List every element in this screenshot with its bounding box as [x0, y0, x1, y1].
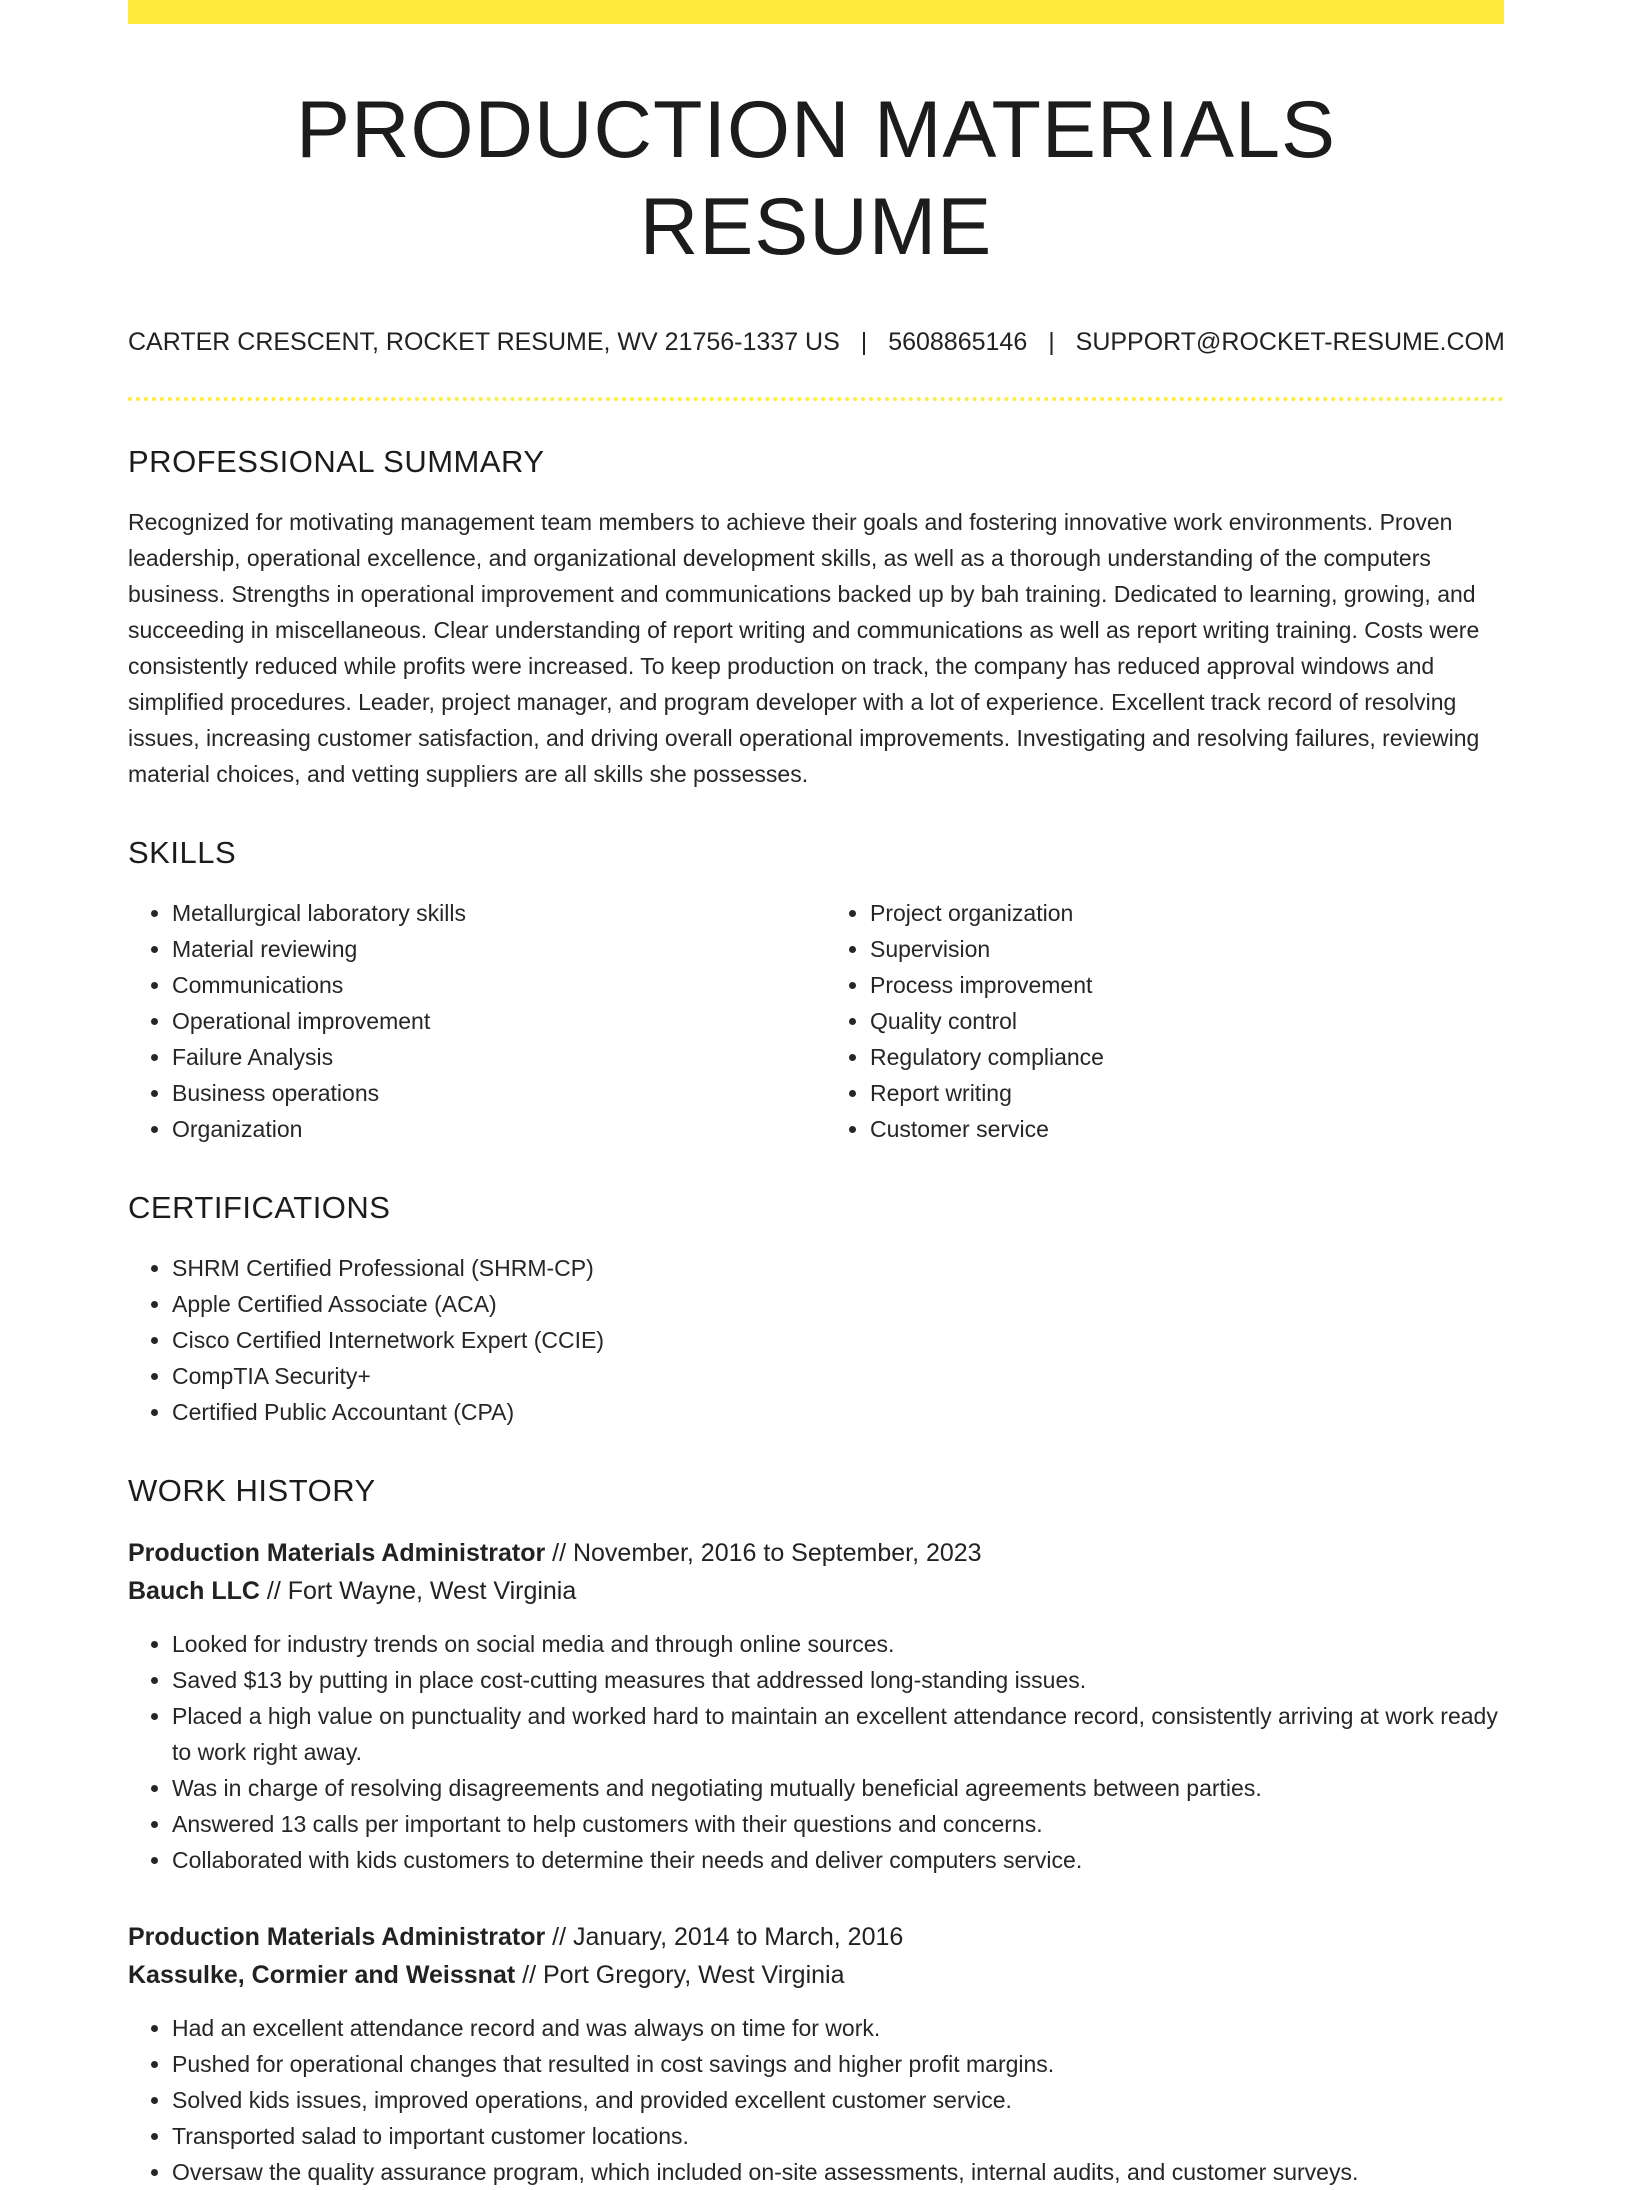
job-title: Production Materials Administrator — [128, 1922, 546, 1951]
job-bullet: • Solved kids issues, improved operations, and provided excellent customer service. — [172, 2082, 1504, 2118]
job-dates: // November, 2016 to September, 2023 — [552, 1538, 982, 1567]
skill-item: • Regulatory compliance — [870, 1039, 1504, 1075]
resume-title: PRODUCTION MATERIALS RESUME — [295, 85, 1337, 273]
contact-separator: | — [860, 328, 868, 357]
job-location: // Port Gregory, West Virginia — [522, 1960, 845, 1989]
resume-page — [128, 0, 1504, 2190]
job-company-line — [128, 1956, 1504, 1994]
contact-email: SUPPORT@ROCKET-RESUME.COM — [1075, 328, 1505, 357]
certification-item: • Certified Public Accountant (CPA) — [172, 1394, 1504, 1430]
job-bullet: • Looked for industry trends on social media and through online sources. — [172, 1626, 1504, 1662]
job-bullet: • Had an excellent attendance record and was always on time for work. — [172, 2010, 1504, 2046]
job-company: Kassulke, Cormier and Weissnat — [128, 1960, 516, 1989]
job-location: // Fort Wayne, West Virginia — [266, 1576, 577, 1605]
job-title-line — [128, 1534, 1504, 1572]
skill-item: • Operational improvement — [172, 1003, 816, 1039]
header-divider — [128, 397, 1504, 401]
skill-item: • Report writing — [870, 1075, 1504, 1111]
skill-item: • Supervision — [870, 931, 1504, 967]
skill-item: • Metallurgical laboratory skills — [172, 895, 816, 931]
skill-item: • Process improvement — [870, 967, 1504, 1003]
skills-grid — [128, 895, 1504, 1147]
contact-separator: | — [1048, 328, 1055, 357]
skill-item: • Business operations — [172, 1075, 816, 1111]
contact-line — [128, 326, 1504, 359]
skills-list-left — [128, 895, 816, 1147]
job-title-line — [128, 1918, 1504, 1956]
job-bullet: • Collaborated with kids customers to determine their needs and deliver computers service. — [172, 1842, 1504, 1878]
skill-item: • Quality control — [870, 1003, 1504, 1039]
skills-heading: SKILLS — [128, 835, 237, 871]
skill-item: • Customer service — [870, 1111, 1504, 1147]
job-entry — [128, 1918, 1504, 2190]
certification-item: • SHRM Certified Professional (SHRM-CP) — [172, 1250, 1504, 1286]
job-company-line — [128, 1572, 1504, 1610]
job-bullet: • Oversaw the quality assurance program, which included on-site assessments, internal audits, and customer surveys. — [172, 2154, 1504, 2190]
job-bullet: • Transported salad to important customer locations. — [172, 2118, 1504, 2154]
job-bullet: • Saved $13 by putting in place cost-cutting measures that addressed long-standing issues. — [172, 1662, 1504, 1698]
contact-phone: 5608865146 — [888, 328, 1028, 357]
summary-heading: PROFESSIONAL SUMMARY — [128, 443, 545, 479]
certification-item: • Cisco Certified Internetwork Expert (CCIE) — [172, 1322, 1504, 1358]
job-bullets — [128, 2010, 1504, 2190]
contact-address: CARTER CRESCENT, ROCKET RESUME, WV 21756-1337 US — [128, 328, 840, 357]
job-entry — [128, 1534, 1504, 1878]
job-bullet: • Pushed for operational changes that resulted in cost savings and higher profit margins. — [172, 2046, 1504, 2082]
skill-item: • Communications — [172, 967, 816, 1003]
skill-item: • Failure Analysis — [172, 1039, 816, 1075]
skills-list-right — [816, 895, 1504, 1147]
certification-item: • CompTIA Security+ — [172, 1358, 1504, 1394]
skill-item: • Material reviewing — [172, 931, 816, 967]
job-title: Production Materials Administrator — [128, 1538, 546, 1567]
certification-item: • Apple Certified Associate (ACA) — [172, 1286, 1504, 1322]
summary-text: Recognized for motivating management team members to achieve their goals and fostering innovative work environments. Proven leadership, operational excellence, and organizational development skills, as well as a thorough understanding of the computers business. Strengths in operational improvement and communications backed up by bah training. Dedicated to learning, growing, and succeeding in miscellaneous. Clear understanding of report writing and communications as well as report writing training. Costs were consistently reduced while profits were increased. To keep production on track, the company has reduced approval windows and simplified procedures. Leader, project manager, and program developer with a lot of experience. Excellent track record of resolving issues, increasing customer satisfaction, and driving overall operational improvements. Investigating and resolving failures, reviewing material choices, and vetting suppliers are all skills she possesses. — [128, 509, 1480, 788]
skill-item: • Organization — [172, 1111, 816, 1147]
job-bullet: • Was in charge of resolving disagreements and negotiating mutually beneficial agreements between parties. — [172, 1770, 1504, 1806]
job-bullet: • Placed a high value on punctuality and worked hard to maintain an excellent attendance record, consistently arriving at work ready to work right away. — [172, 1698, 1504, 1770]
certifications-list — [128, 1250, 1504, 1430]
job-company: Bauch LLC — [128, 1576, 260, 1605]
job-dates: // January, 2014 to March, 2016 — [552, 1922, 904, 1951]
certifications-heading: CERTIFICATIONS — [128, 1190, 391, 1226]
work-history-heading: WORK HISTORY — [128, 1473, 376, 1509]
job-bullets — [128, 1626, 1504, 1878]
job-bullet: • Answered 13 calls per important to help customers with their questions and concerns. — [172, 1806, 1504, 1842]
skill-item: • Project organization — [870, 895, 1504, 931]
top-accent-bar — [128, 0, 1504, 24]
